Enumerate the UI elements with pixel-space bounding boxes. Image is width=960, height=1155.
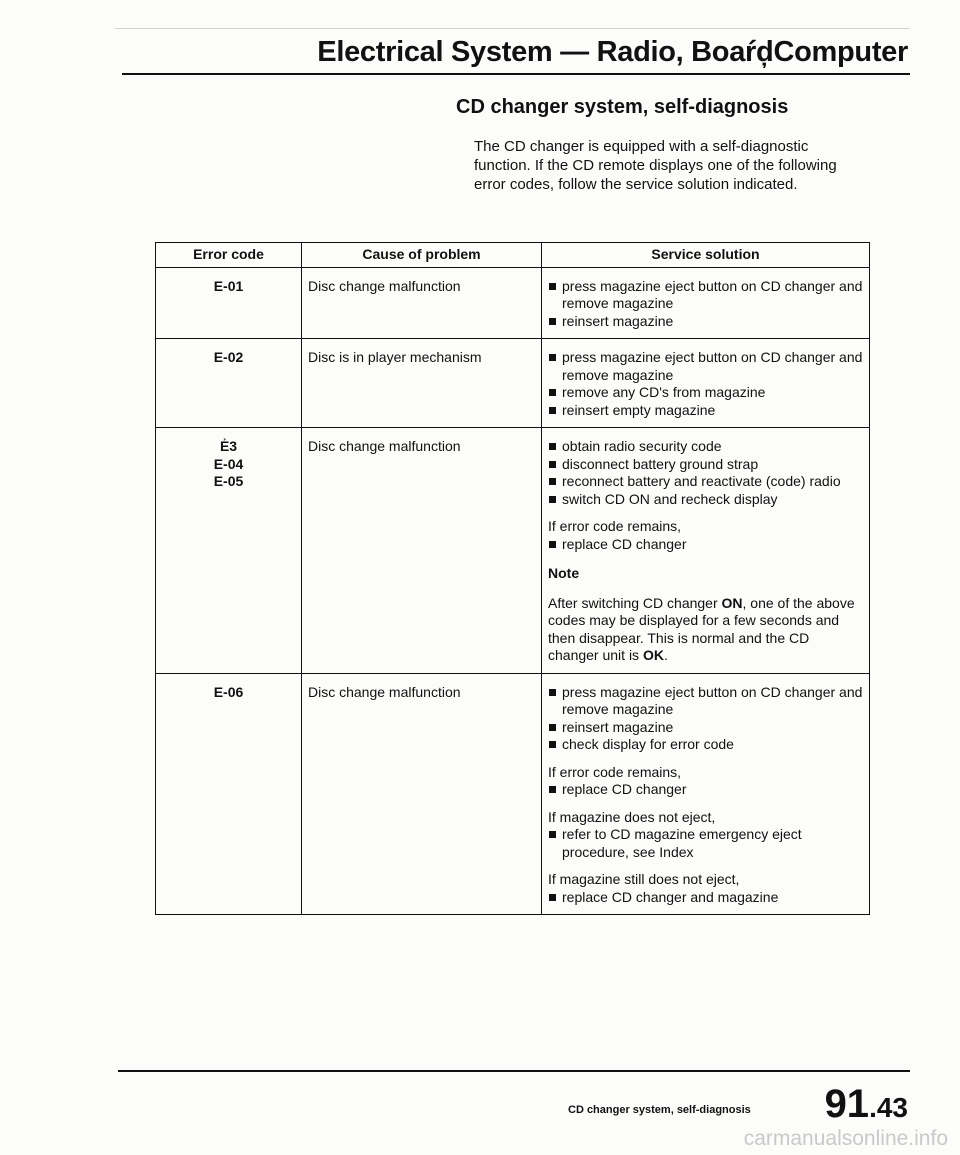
page-number-minor: .43 [869, 1092, 908, 1123]
page-header-title: Electrical System — Radio, Boaŕd̦Computer [317, 36, 908, 68]
condition-text: If magazine does not eject, [548, 808, 716, 825]
condition-text: If error code remains, [548, 763, 682, 780]
cause-cell: Disc change malfunction [302, 428, 542, 674]
column-header-cause: Cause of problem [302, 243, 542, 268]
service-steps [548, 889, 863, 907]
service-step: replace CD changer and magazine [548, 889, 863, 907]
note-text-part: After switching CD changer [548, 594, 722, 611]
service-step: check display for error code [548, 736, 863, 754]
table-row [156, 673, 870, 915]
table-row [156, 428, 870, 674]
watermark-text: carmanualsonline.info [743, 1127, 948, 1150]
service-step: disconnect battery ground strap [548, 456, 863, 474]
error-code: E-01 [213, 277, 244, 294]
error-remains-text: If error code remains, [548, 518, 682, 534]
error-code-cell [156, 673, 302, 915]
service-step: press magazine eject button on CD changer and remove magazine [548, 349, 863, 384]
cause-cell: Disc is in player mechanism [302, 339, 542, 428]
service-step: reinsert magazine [548, 313, 863, 331]
service-step: refer to CD magazine emergency eject procedure, see Index [548, 826, 863, 861]
page-number [825, 1084, 908, 1124]
intro-paragraph: The CD changer is equipped with a self-diagnostic function. If the CD remote displays one of the following error codes, follow the service solution indicated. [474, 138, 837, 193]
table-row [156, 267, 870, 339]
service-steps [548, 684, 863, 754]
error-code-cell [156, 267, 302, 339]
service-step: press magazine eject button on CD changer and remove magazine [548, 684, 863, 719]
error-code: E-02 [213, 349, 244, 365]
note-text [548, 595, 863, 665]
service-steps [548, 826, 863, 861]
error-code-cell [156, 339, 302, 428]
condition-text: If magazine still does not eject, [548, 871, 740, 887]
section-title: CD changer system, self-diagnosis [456, 96, 789, 118]
note-label: Note [548, 565, 580, 581]
note-text-bold-ok: OK [642, 647, 664, 663]
header-rule [122, 73, 910, 75]
service-steps [548, 536, 863, 554]
service-step: reconnect battery and reactivate (code) radio [548, 473, 863, 491]
service-solution-cell [542, 673, 870, 915]
page-number-major: 91 [824, 1082, 870, 1126]
service-steps [548, 781, 863, 799]
note-text-part: . [663, 647, 668, 663]
service-step: replace CD changer [548, 536, 863, 554]
column-header-service-solution: Service solution [542, 243, 870, 268]
footer-section-label: CD changer system, self-diagnosis [568, 1104, 751, 1116]
service-solution-cell [542, 339, 870, 428]
error-code-cell [156, 428, 302, 674]
service-step: replace CD changer [548, 781, 863, 799]
service-step: switch CD ON and recheck display [548, 491, 863, 509]
cause-cell: Disc change malfunction [302, 267, 542, 339]
column-header-error-code: Error code [156, 243, 302, 268]
note-text-bold-on: ON [721, 594, 743, 611]
service-steps [548, 278, 863, 331]
error-code: E͐3 [219, 438, 238, 454]
service-step: press magazine eject button on CD changer and remove magazine [548, 278, 863, 313]
service-solution-cell [542, 267, 870, 339]
service-solution-cell [542, 428, 870, 674]
cause-cell: Disc change malfunction [302, 673, 542, 915]
top-rule [115, 28, 910, 29]
note-text-part: , one of the above codes may be displayed for a few seconds and then disappear. This is normal and the CD changer unit is [548, 594, 855, 663]
service-step: remove any CD's from magazine [548, 384, 863, 402]
service-step: reinsert magazine [548, 719, 863, 737]
service-steps [548, 438, 863, 508]
footer-rule [118, 1070, 910, 1072]
error-code-table [155, 242, 870, 915]
service-steps [548, 349, 863, 419]
table-row [156, 339, 870, 428]
service-step: reinsert empty magazine [548, 402, 863, 420]
table-header-row [156, 243, 870, 268]
error-code: E-04 [213, 455, 244, 472]
service-step: obtain radio security code [548, 438, 863, 456]
error-code: E-06 [213, 683, 244, 700]
error-code: E-05 [213, 473, 244, 489]
